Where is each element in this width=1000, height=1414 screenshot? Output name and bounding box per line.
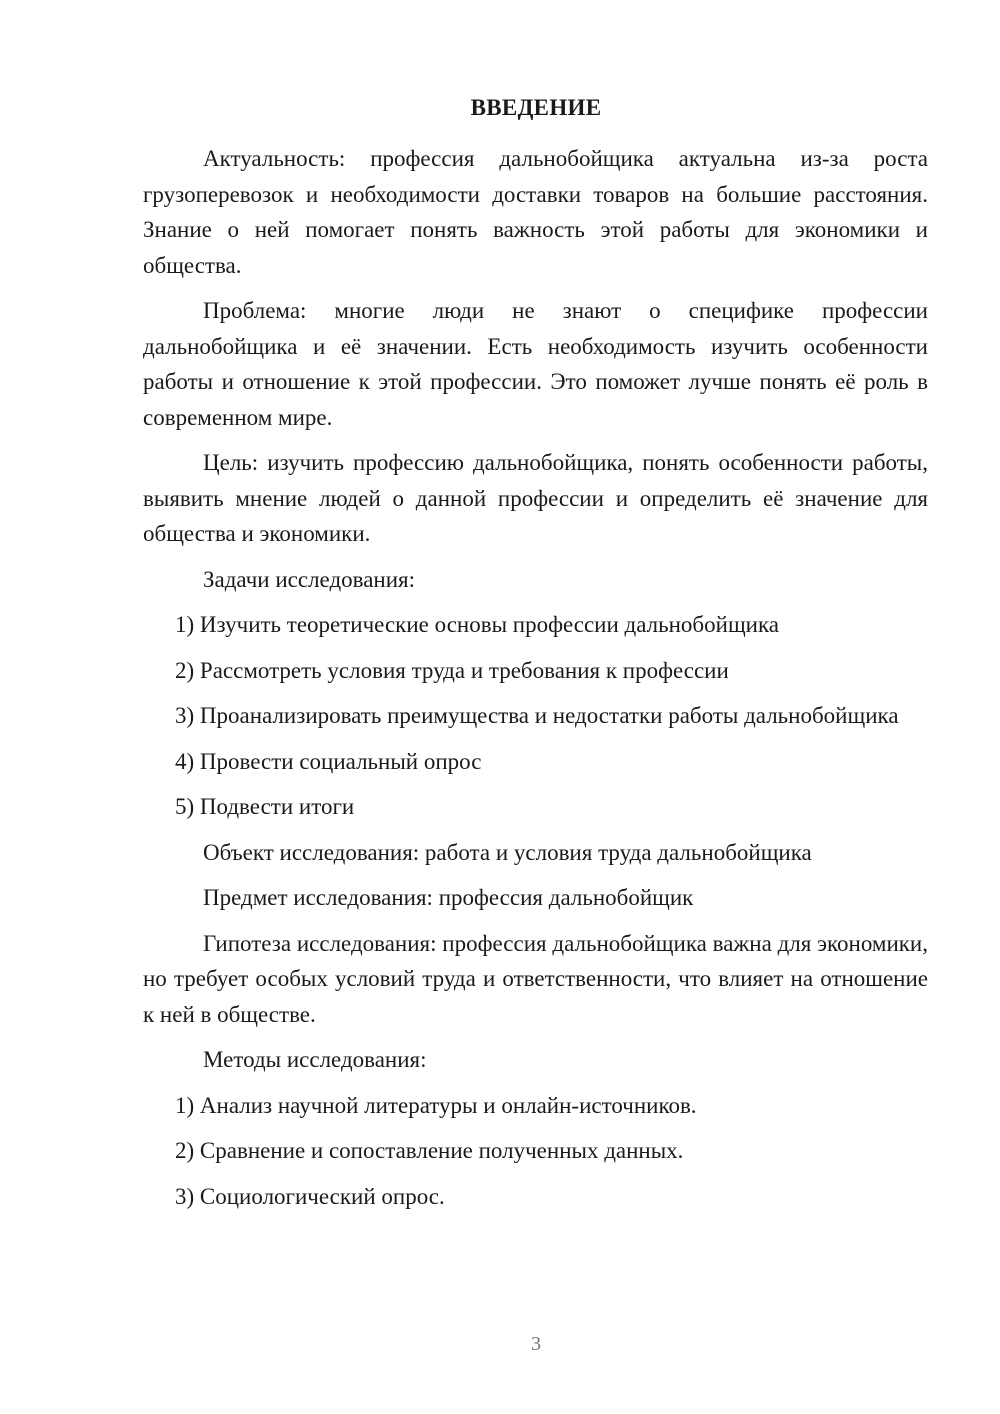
task-item-2: 2) Рассмотреть условия труда и требования к профессии (175, 657, 729, 683)
section-title: ВВЕДЕНИЕ (470, 95, 602, 120)
methods-label: Методы исследования: (203, 1047, 427, 1072)
hypothesis-paragraph: Гипотеза исследования: профессия дальнобойщика важна для экономики, но требует особых условий труда и ответственности, что влияет на отношение к ней в обществе. (143, 930, 928, 1027)
relevance-paragraph: Актуальность: профессия дальнобойщика актуальна из-за роста грузоперевозок и необходимости доставки товаров на большие расстояния. Знание о ней помогает понять важность этой работы для экономики и общества. (143, 146, 928, 278)
method-item-3: 3) Социологический опрос. (175, 1183, 445, 1209)
object-paragraph: Объект исследования: работа и условия труда дальнобойщика (203, 839, 812, 865)
page-number: 3 (531, 1333, 541, 1355)
method-item-1: 1) Анализ научной литературы и онлайн-источников. (175, 1092, 697, 1118)
task-item-1: 1) Изучить теоретические основы профессии дальнобойщика (175, 612, 779, 637)
task-item-3: 3) Проанализировать преимущества и недостатки работы дальнобойщика (175, 703, 899, 728)
problem-paragraph: Проблема: многие люди не знают о специфике профессии дальнобойщика и её значении. Есть необходимость изучить особенности работы и отношение к этой профессии. Это поможет лучше понять её роль в современном мире. (143, 298, 928, 430)
goal-paragraph: Цель: изучить профессию дальнобойщика, понять особенности работы, выявить мнение людей о данной профессии и определить её значение для общества и экономики. (143, 450, 928, 546)
subject-paragraph: Предмет исследования: профессия дальнобойщик (203, 885, 694, 910)
document-body (143, 141, 928, 1224)
method-item-2: 2) Сравнение и сопоставление полученных данных. (175, 1138, 684, 1163)
task-item-5: 5) Подвести итоги (175, 794, 355, 819)
task-item-4: 4) Провести социальный опрос (175, 748, 482, 774)
tasks-label: Задачи исследования: (203, 566, 416, 592)
